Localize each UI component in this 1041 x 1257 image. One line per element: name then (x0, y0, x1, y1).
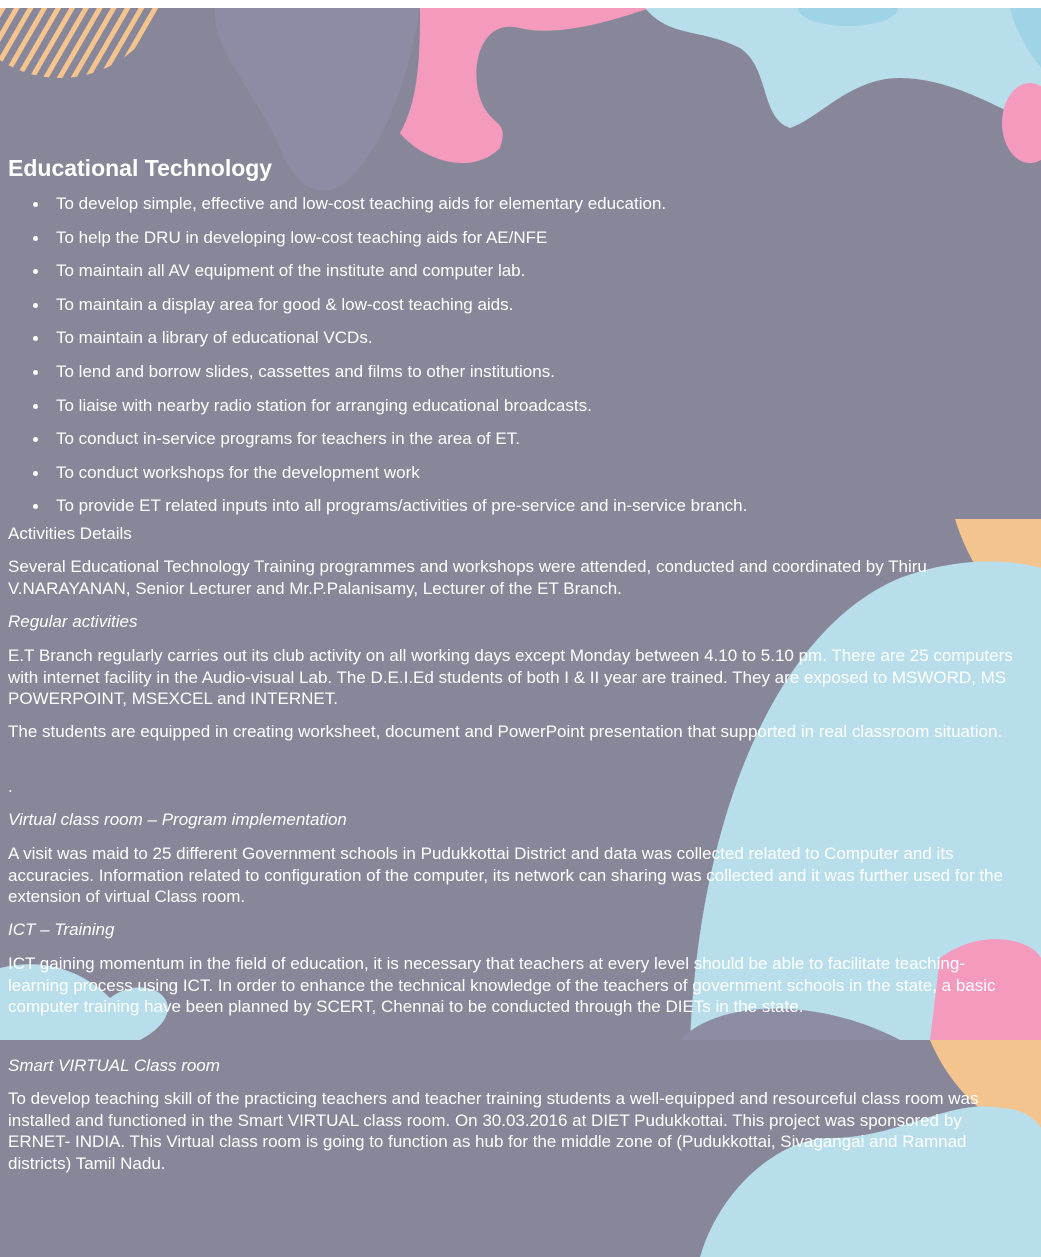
regular-activities-paragraph: E.T Branch regularly carries out its club activity on all working days except Monday between 4.10 to 5.10 pm. There are 25 computers with internet facility in the Audio-visual Lab. The D.E.I.Ed students of both I & II year are trained. They are exposed to MSWORD, MS POWERPOINT, MSEXCEL and INTERNET. (8, 646, 1013, 708)
bullet-icon (33, 269, 38, 274)
list-item: To maintain a display area for good & low-cost teaching aids. (0, 293, 747, 327)
list-item: To liaise with nearby radio station for arranging educational broadcasts. (0, 394, 747, 428)
bullet-icon (33, 303, 38, 308)
bullet-icon (33, 370, 38, 375)
list-item: To develop simple, effective and low-cost teaching aids for elementary education. (0, 192, 747, 226)
smart-virtual-heading: Smart VIRTUAL Class room (8, 1056, 220, 1075)
smart-virtual-paragraph: To develop teaching skill of the practicing teachers and teacher training students a well-equipped and resourceful class room was installed and functioned in the Smart VIRTUAL class room. On 30.03.2016 at DIET Pudukkottai. This project was sponsored by ERNET- INDIA. This Virtual class room is going to function as hub for the middle zone of (Pudukkottai, Sivagangai and Ramnad districts) Tamil Nadu. (8, 1089, 979, 1173)
bullet-icon (33, 404, 38, 409)
list-item: To conduct workshops for the development work (0, 461, 747, 495)
activities-intro: Several Educational Technology Training programmes and workshops were attended, conducted and coordinated by Thiru V.NARAYANAN, Senior Lecturer and Mr.P.Palanisamy, Lecturer of the ET Branch. (8, 557, 927, 598)
bullet-icon (33, 437, 38, 442)
bullet-icon (33, 471, 38, 476)
list-item: To maintain all AV equipment of the institute and computer lab. (0, 259, 747, 293)
virtual-class-paragraph: A visit was maid to 25 different Government schools in Pudukkottai District and data was collected related to Computer and its accuracies. Information related to configuration of the computer, its network can sharing was collected and it was further used for the extension of virtual Class room. (8, 844, 1004, 906)
virtual-class-heading: Virtual class room – Program implementation (8, 810, 347, 829)
activities-heading: Activities Details (8, 524, 132, 543)
bullet-icon (33, 504, 38, 509)
bullet-icon (33, 336, 38, 341)
page-title: Educational Technology (8, 155, 273, 181)
list-item: To provide ET related inputs into all programs/activities of pre-service and in-service branch. (0, 494, 747, 528)
list-item: To help the DRU in developing low-cost teaching aids for AE/NFE (0, 226, 747, 260)
ict-training-heading: ICT – Training (8, 920, 115, 939)
objectives-list (0, 192, 747, 528)
ict-training-paragraph: ICT gaining momentum in the field of education, it is necessary that teachers at every level should be able to facilitate teaching- learning process using ICT. In order to enhance the technical knowledge of the teachers of government schools in the state, a basic computer training have been planned by SCERT, Chennai to be conducted through the DIETs in the state. (8, 954, 996, 1016)
bullet-icon (33, 236, 38, 241)
regular-activities-heading: Regular activities (8, 612, 138, 631)
bullet-icon (33, 202, 38, 207)
list-item: To maintain a library of educational VCDs. (0, 326, 747, 360)
students-paragraph: The students are equipped in creating worksheet, document and PowerPoint presentation that supported in real classroom situation. (8, 722, 1003, 741)
separator-dot: . (8, 777, 13, 796)
list-item: To conduct in-service programs for teachers in the area of ET. (0, 427, 747, 461)
list-item: To lend and borrow slides, cassettes and films to other institutions. (0, 360, 747, 394)
